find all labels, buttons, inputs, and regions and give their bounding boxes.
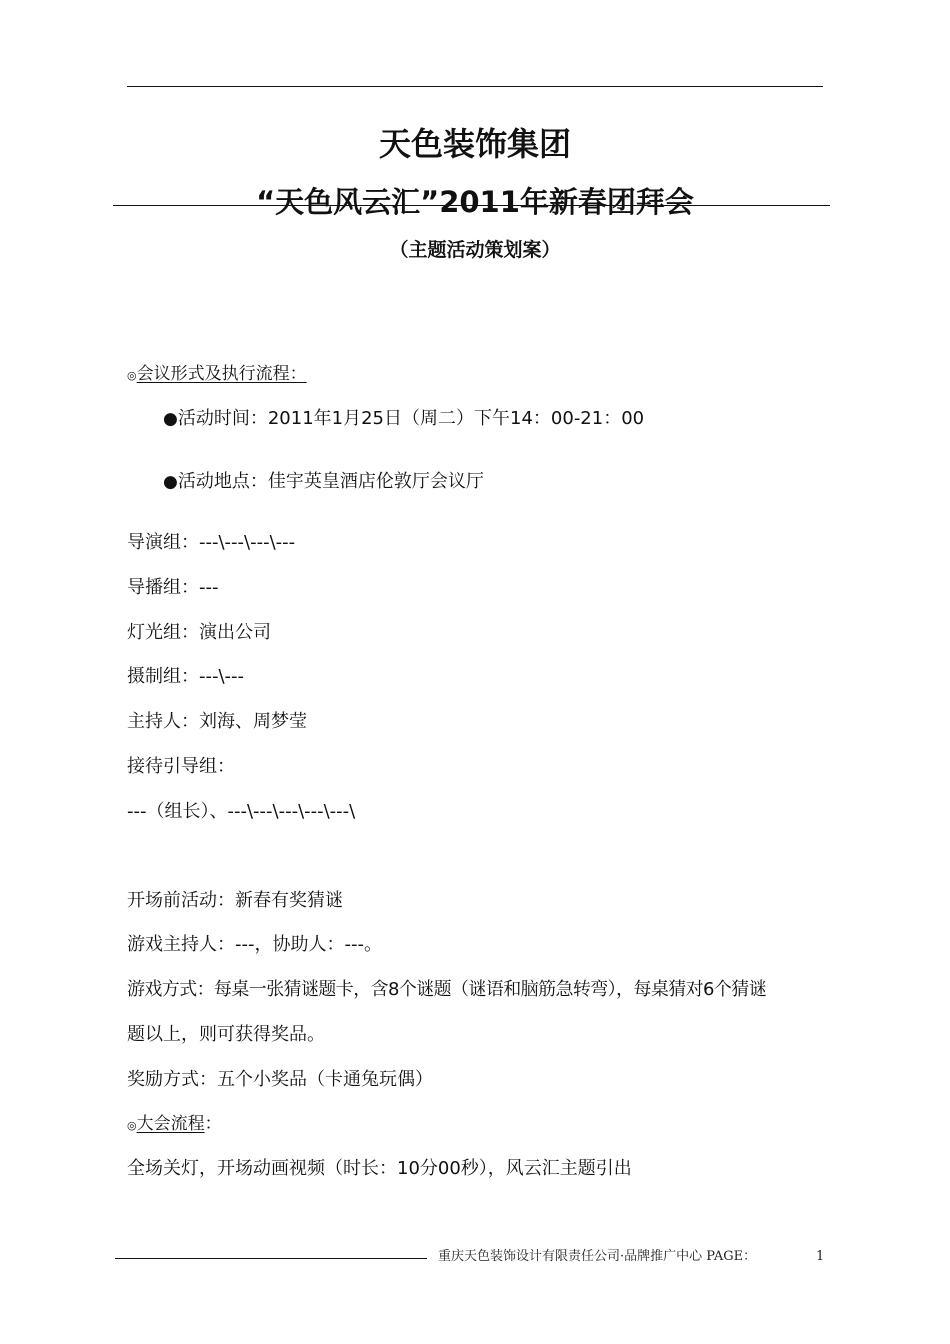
title-subtitle: （主题活动策划案） [389, 239, 561, 261]
reception-members: ---（组长）、---\---\---\---\---\ [127, 801, 356, 822]
director-group: 导演组：---\---\---\--- [127, 532, 296, 553]
event-location: 活动地点：佳宇英皇酒店伦敦厅会议厅 [177, 471, 484, 492]
title-strike-rule [113, 205, 830, 206]
broadcast-group: 导播组：--- [127, 577, 219, 598]
pre-event-activity: 开场前活动：新春有奖猜谜 [127, 890, 343, 911]
bullet-icon: ● [163, 409, 178, 429]
camera-group: 摄制组：---\--- [127, 666, 245, 687]
list-item [163, 406, 644, 432]
bullet-icon: ● [163, 472, 178, 492]
footer-rule [115, 1258, 427, 1259]
hosts: 主持人：刘海、周梦莹 [127, 711, 307, 732]
section-heading-flow [127, 1111, 222, 1139]
section-title: 会议形式及执行流程： [136, 364, 307, 384]
title-event: “天色风云汇”2011年新春团拜会 [256, 185, 694, 219]
lighting-group: 灯光组：演出公司 [127, 622, 271, 643]
section-marker-icon: ◎ [127, 369, 137, 382]
footer-company: 重庆天色装饰设计有限责任公司·品牌推广中心 PAGE： [438, 1249, 757, 1264]
reception-group: 接待引导组： [127, 756, 235, 777]
title-company: 天色装饰集团 [378, 125, 571, 163]
header-rule [127, 86, 823, 87]
reward-method: 奖励方式：五个小奖品（卡通兔玩偶） [127, 1069, 433, 1090]
section-marker-icon: ◎ [127, 1119, 137, 1132]
section-title: 大会流程 [136, 1114, 205, 1134]
game-host: 游戏主持人：---，协助人：---。 [127, 934, 382, 955]
section-heading-format [127, 361, 307, 389]
game-method: 游戏方式：每桌一张猜谜题卡，含8个谜题（谜语和脑筋急转弯），每桌猜对6个猜谜 [127, 979, 767, 1000]
list-item [163, 469, 484, 495]
game-method-continued: 题以上，则可获得奖品。 [127, 1024, 325, 1045]
event-time: 活动时间：2011年1月25日（周二）下午14：00-21：00 [177, 408, 645, 429]
section-colon: ： [204, 1114, 222, 1134]
footer-page-number: 1 [816, 1249, 825, 1264]
opening-description: 全场关灯，开场动画视频（时长：10分00秒），风云汇主题引出 [127, 1158, 632, 1179]
